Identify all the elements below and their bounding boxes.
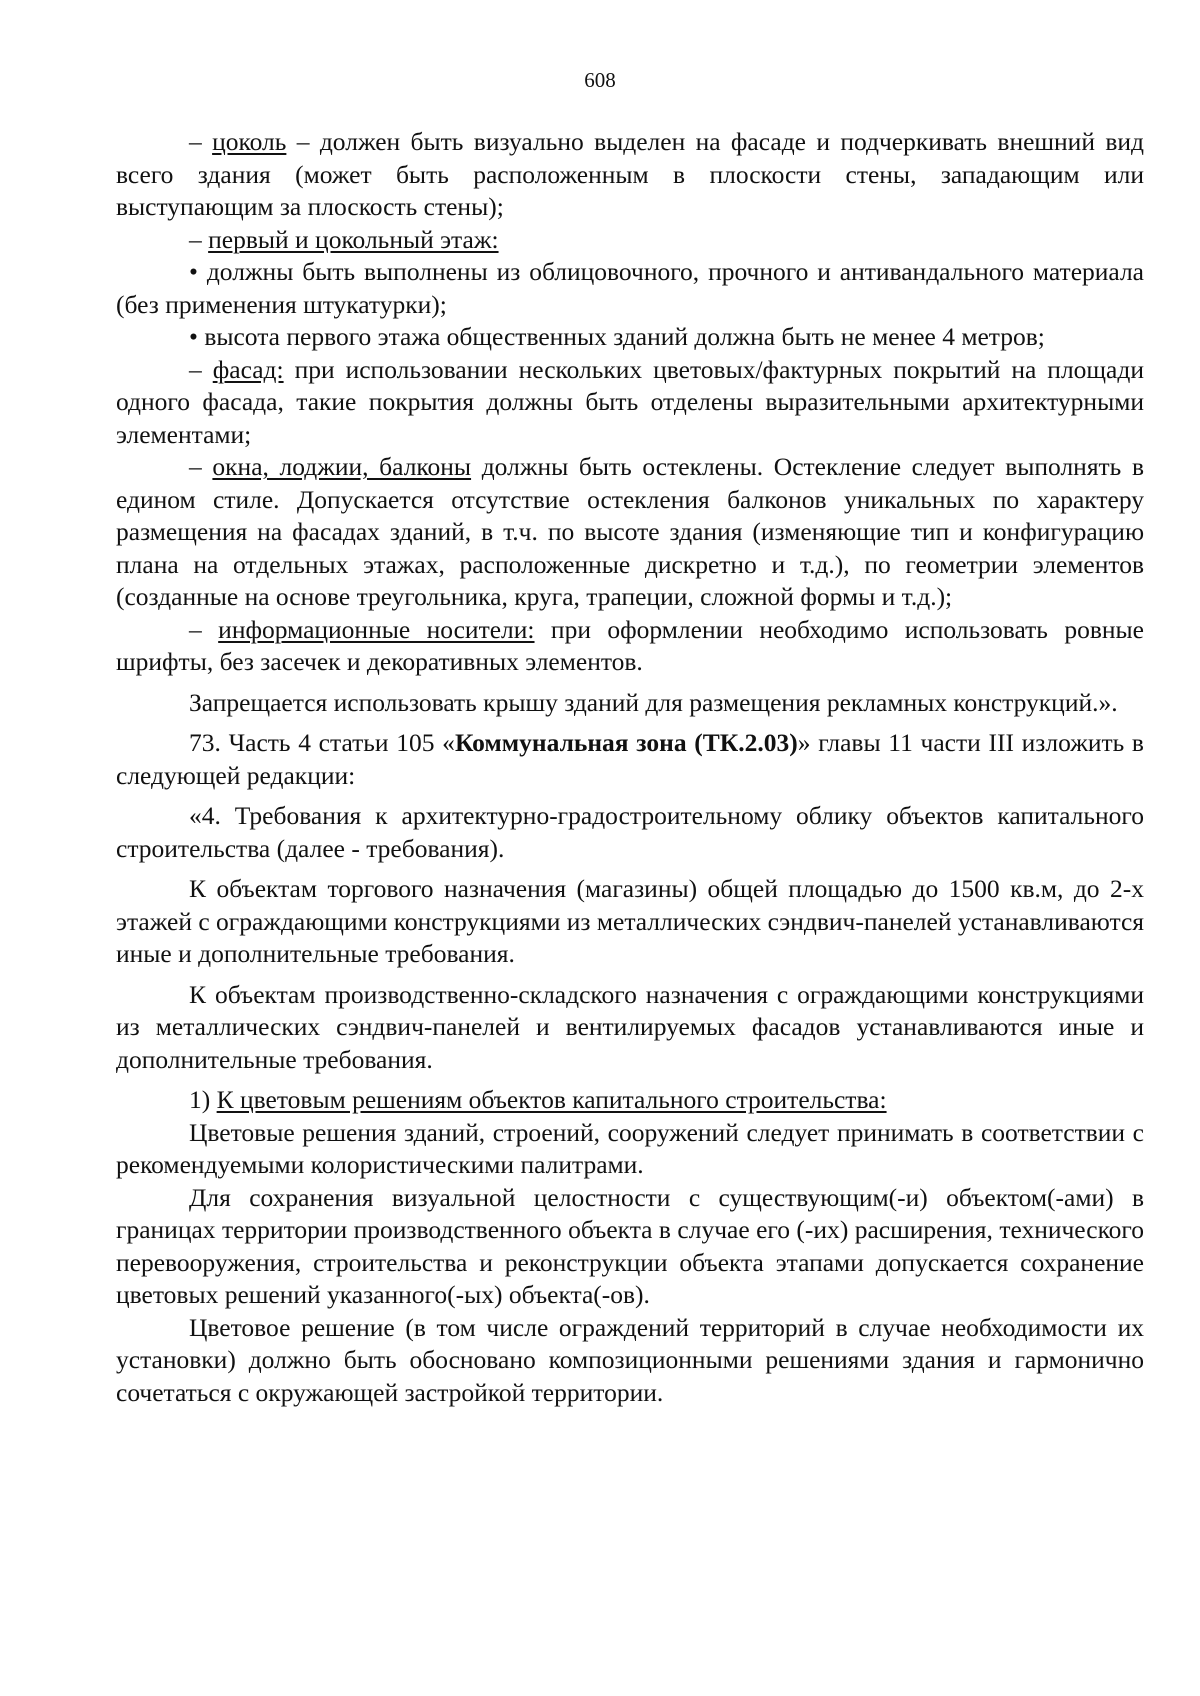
zone-title: Коммунальная зона (ТК.2.03) <box>454 728 798 757</box>
term-socle: цоколь <box>212 127 287 156</box>
bullet-text: высота первого этажа общественных зданий должна быть не менее 4 метров; <box>204 322 1045 351</box>
dash: – <box>189 224 209 254</box>
section-heading: К цветовым решениям объектов капитального строительства: <box>216 1085 887 1114</box>
term-facade: фасад: <box>212 354 284 384</box>
paragraph-first-floor <box>116 224 1144 257</box>
document-body <box>116 126 1144 1409</box>
dash: – <box>189 614 219 644</box>
paragraph-color-heading <box>116 1084 1144 1117</box>
paragraph-color-palettes: Цветовые решения зданий, строений, сооружений следует принимать в соответствии с рекомендуемыми колористическими палитрами. <box>116 1117 1144 1179</box>
paragraph-roof-prohibition: Запрещается использовать крышу зданий для размещения рекламных конструкций.». <box>189 687 1118 717</box>
paragraph-requirements-intro: «4. Требования к архитектурно-градостроительному облику объектов капитального строительства (далее - требования). <box>116 801 1144 863</box>
dash: – <box>189 127 213 156</box>
paragraph-facade <box>116 354 1144 452</box>
paragraph-item-73 <box>116 727 1144 792</box>
paragraph-industrial-objects: К объектам производственно-складского назначения с ограждающими конструкциями из металлических сэндвич-панелей и вентилируемых фасадов устанавливаются иные и дополнительные требования. <box>116 979 1144 1074</box>
paragraph-text: » главы 11 части III изложить в следующей редакции: <box>116 728 1144 790</box>
page-number: 608 <box>584 68 616 92</box>
paragraph-info-carriers <box>116 614 1144 679</box>
paragraph-color-justification: Цветовое решение (в том числе ограждений территорий в случае необходимости их установки) должно быть обосновано композиционными решениями здания и гармонично сочетаться с окружающей застройкой территории. <box>116 1312 1144 1407</box>
paragraph-text: при использовании нескольких цветовых/фактурных покрытий на площади одного фасада, такие покрытия должны быть отделены выразительными архитектурными элементами; <box>116 354 1144 449</box>
paragraph-text: при оформлении необходимо использовать ровные шрифты, без засечек и декоративных элементов. <box>116 614 1144 676</box>
list-number: 1) <box>189 1085 217 1114</box>
paragraph-windows <box>116 451 1144 614</box>
paragraph-visual-integrity: Для сохранения визуальной целостности с существующим(-и) объектом(-ами) в границах территории производственного объекта в случае его (-их) расширения, технического перевооружения, строительства и реконструкции объекта этапами допускается сохранение цветовых решений указанного(-ых) объекта(-ов). <box>116 1182 1144 1309</box>
bullet-text: должны быть выполнены из облицовочного, прочного и антивандального материала (без применения штукатурки); <box>116 257 1144 319</box>
paragraph-trade-objects: К объектам торгового назначения (магазины) общей площадью до 1500 кв.м, до 2-х этажей с ограждающими конструкциями из металлических сэндвич-панелей устанавливаются иные и дополнительные требования. <box>116 874 1144 968</box>
bullet-icon: • <box>189 257 207 286</box>
paragraph-text: должны быть остеклены. Остекление следует выполнять в едином стиле. Допускается отсутствие остекления балконов уникальных по характеру размещения на фасадах зданий, в т.ч. по высоте здания (изменяющие тип и конфигурацию плана на отдельных этажах, расположенные дискретно и т.д.), по геометрии элементов (созданные на основе треугольника, круга, трапеции, сложной формы и т.д.); <box>116 452 1145 611</box>
dash: – <box>189 354 213 384</box>
bullet-item-materials <box>116 256 1144 321</box>
bullet-icon: • <box>189 322 205 351</box>
dash: – <box>189 452 213 481</box>
term-windows: окна, лоджии, балконы <box>212 452 472 481</box>
paragraph-socle <box>116 126 1144 224</box>
term-first-floor: первый и цокольный этаж: <box>208 224 499 254</box>
term-info-carriers: информационные носители: <box>218 614 535 644</box>
paragraph-text: 73. Часть 4 статьи 105 « <box>189 728 455 757</box>
bullet-item-height <box>116 321 1144 354</box>
paragraph-text: – должен быть визуально выделен на фасаде и подчеркивать внешний вид всего здания (может быть расположенным в плоскости стены, западающим или выступающим за плоскость стены); <box>116 127 1144 221</box>
